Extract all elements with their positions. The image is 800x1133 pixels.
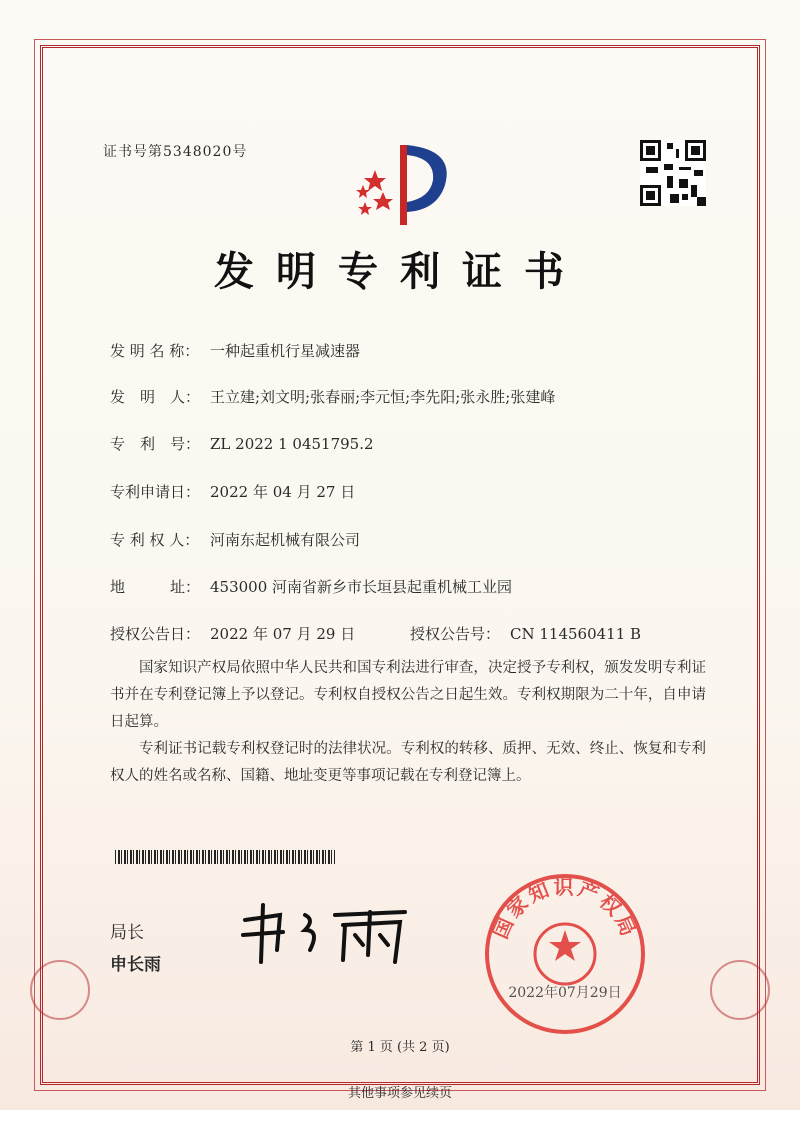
certificate-number: 证书号第5348020号: [103, 144, 248, 160]
ornament: [710, 960, 770, 1020]
field-application-date: [110, 481, 355, 502]
field-label: 发 明 人：: [110, 388, 201, 406]
field-grant-number: [410, 623, 641, 644]
field-inventors: [110, 386, 555, 407]
field-grant-date: [110, 623, 355, 644]
field-label: 专利申请日：: [110, 483, 201, 501]
field-label: 授权公告日：: [110, 625, 201, 643]
field-label: 地 址：: [110, 578, 201, 596]
barcode: [115, 850, 335, 864]
field-invention-name: [110, 340, 360, 361]
field-label: 发 明 名 称：: [110, 342, 200, 360]
field-patent-number: [110, 433, 374, 454]
field-label: 专 利 号：: [110, 435, 201, 453]
paragraph: 国家知识产权局依照中华人民共和国专利法进行审查，决定授予专利权，颁发发明专利证书并在专利登记簿上予以登记。专利权自授权公告之日起生效。专利权期限为二十年，自申请日起算。: [110, 660, 706, 730]
field-label: 专 利 权 人：: [110, 531, 200, 549]
field-value: 王立建;刘文明;张春丽;李元恒;李先阳;张永胜;张建峰: [210, 388, 556, 406]
field-value: 一种起重机行星减速器: [210, 342, 361, 360]
official-seal: [483, 872, 647, 1036]
field-value: 2022 年 04 月 27 日: [210, 483, 356, 501]
seal-text: 国家知识产权局: [488, 875, 642, 943]
page-number: 第 1 页 (共 2 页): [350, 1040, 450, 1055]
ornament: [30, 960, 90, 1020]
field-address: [110, 576, 512, 597]
footer-note: 其他事项参见续页: [347, 1086, 452, 1101]
field-label: 授权公告号：: [410, 625, 501, 643]
field-value: 河南东起机械有限公司: [210, 531, 361, 549]
field-value: 2022 年 07 月 29 日: [210, 625, 356, 643]
field-value: 453000 河南省新乡市长垣县起重机械工业园: [210, 578, 513, 596]
director-signature: [235, 900, 415, 970]
director-title: 局长: [110, 923, 144, 943]
seal-date: 2022年07月29日: [508, 985, 622, 1001]
field-value: CN 114560411 B: [510, 625, 642, 643]
page-title: 发明专利证书: [214, 249, 586, 295]
director-name: 申长雨: [110, 955, 161, 975]
qr-code: [640, 140, 706, 206]
paragraph: 专利证书记载专利权登记时的法律状况。专利权的转移、质押、无效、终止、恢复和专利权人的姓名或名称、国籍、地址变更等事项记载在专利登记簿上。: [110, 741, 706, 784]
field-value: ZL 2022 1 0451795.2: [210, 435, 374, 453]
cnipa-logo: [345, 140, 455, 230]
certificate-statement: [110, 655, 706, 790]
field-patentee: [110, 529, 360, 550]
